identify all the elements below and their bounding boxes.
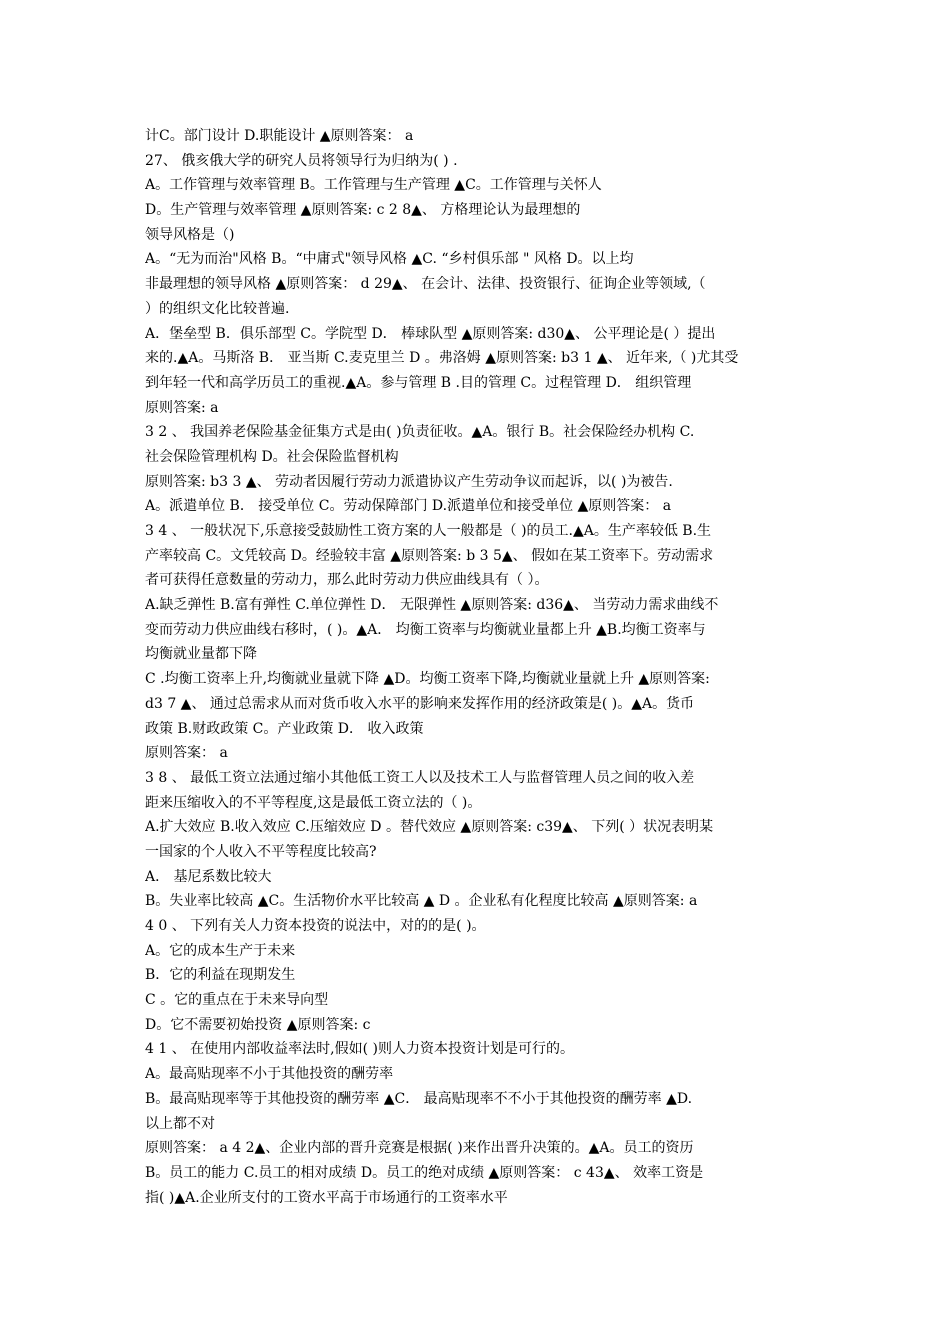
- text-line: 一国家的个人收入不平等程度比较高?: [145, 843, 377, 860]
- text-line: C 。它的重点在于未来导向型: [145, 992, 329, 1009]
- text-line: 原则答案： a 4 2▲、企业内部的晋升竞赛是根据( )来作出晋升决策的。▲A。员工的资历: [145, 1140, 694, 1157]
- text-line: D。它不需要初始投资 ▲原则答案: c: [145, 1016, 371, 1033]
- text-line: 社会保险管理机构 D。社会保险监督机构: [145, 448, 399, 465]
- text-line: 产率较高 C。文凭较高 D。经验较丰富 ▲原则答案: b 3 5▲、 假如在某工资率下。劳动需求: [145, 547, 714, 564]
- text-line: 领导风格是（): [145, 226, 235, 243]
- text-line: 3 2 、 我国养老保险基金征集方式是由( )负责征收。▲A。银行 B。社会保险经办机构 C.: [145, 424, 695, 441]
- text-line: 到年轻一代和高学历员工的重视.▲A。参与管理 B .目的管理 C。过程管理 D． 组织管理: [145, 374, 692, 391]
- text-line: 来的.▲A。马斯洛 B． 亚当斯 C.麦克里兰 D 。弗洛姆 ▲原则答案: b3 1 ▲、 近年来,（ )尤其受: [145, 350, 739, 367]
- text-line: 均衡就业量都下降: [145, 646, 257, 663]
- text-line: 原则答案: a: [145, 399, 219, 416]
- text-line: 指( )▲A.企业所支付的工资水平高于市场通行的工资率水平: [145, 1189, 508, 1206]
- text-line: 4 0 、 下列有关人力资本投资的说法中，对的的是( )。: [145, 918, 486, 934]
- text-line: A。它的成本生产于未来: [145, 942, 296, 959]
- text-line: A.缺乏弹性 B.富有弹性 C.单位弹性 D． 无限弹性 ▲原则答案: d36▲、 当劳动力需求曲线不: [145, 597, 719, 614]
- text-line: B。员工的能力 C.员工的相对成绩 D。员工的绝对成绩 ▲原则答案： c 43▲、 效率工资是: [145, 1164, 704, 1181]
- text-line: 27、 俄亥俄大学的研究人员将领导行为归纳为( ) .: [145, 152, 458, 169]
- text-line: 政策 B.财政政策 C。产业政策 D． 收入政策: [145, 720, 424, 737]
- text-line: D。生产管理与效率管理 ▲原则答案: c 2 8▲、 方格理论认为最理想的: [145, 202, 581, 219]
- text-line: 3 4 、 一般状况下,乐意接受鼓励性工资方案的人一般都是（ )的员工.▲A。生产率较低 B.生: [145, 523, 712, 539]
- text-line: A． 基尼系数比较大: [145, 868, 272, 885]
- text-line: 距来压缩收入的不平等程度,这是最低工资立法的（ )。: [145, 794, 482, 811]
- text-line: A。最高贴现率不小于其他投资的酬劳率: [145, 1066, 394, 1083]
- text-line: C .均衡工资率上升,均衡就业量就下降 ▲D。均衡工资率下降,均衡就业量就上升 ▲原则答案:: [145, 671, 710, 688]
- text-line: ）的组织文化比较普遍.: [145, 300, 290, 317]
- text-line: B。最高贴现率等于其他投资的酬劳率 ▲C． 最高贴现率不不小于其他投资的酬劳率 ▲D.: [145, 1090, 693, 1107]
- text-line: 原则答案： a: [145, 745, 228, 762]
- text-line: A．堡垒型 B．俱乐部型 C。学院型 D． 棒球队型 ▲原则答案: d30▲、 公平理论是( ）提出: [145, 325, 716, 342]
- text-line: A。工作管理与效率管理 B。工作管理与生产管理 ▲C。工作管理与关怀人: [145, 177, 602, 194]
- text-line: 变而劳动力供应曲线右移时，( )。▲A． 均衡工资率与均衡就业量都上升 ▲B.均衡工资率与: [145, 621, 706, 638]
- text-line: B．它的利益在现期发生: [145, 967, 296, 984]
- text-line: 者可获得任意数量的劳动力，那么此时劳动力供应曲线具有（ ）。: [145, 572, 549, 589]
- text-line: A。“无为而治"风格 B。“中庸式"领导风格 ▲C. “乡村俱乐部 " 风格 D。以上均: [145, 251, 634, 268]
- document-body: [145, 124, 813, 1210]
- text-line: A。派遣单位 B． 接受单位 C。劳动保障部门 D.派遣单位和接受单位 ▲原则答案： a: [145, 498, 672, 515]
- text-line: 非最理想的领导风格 ▲原则答案： d 29▲、 在会计、法律、投资银行、征询企业等领域,（: [145, 276, 706, 293]
- text-line: d3 7 ▲、 通过总需求从而对货币收入水平的影响来发挥作用的经济政策是( )。▲A。货币: [145, 695, 695, 712]
- text-line: 以上都不对: [145, 1115, 215, 1132]
- text-line: B。失业率比较高 ▲C。生活物价水平比较高 ▲ D 。企业私有化程度比较高 ▲原则答案: a: [145, 893, 698, 910]
- text-line: 计C。部门设计 D.职能设计 ▲原则答案： a: [145, 128, 414, 144]
- text-line: 4 1 、 在使用内部收益率法时,假如( )则人力资本投资计划是可行的。: [145, 1041, 574, 1058]
- text-line: A.扩大效应 B.收入效应 C.压缩效应 D 。替代效应 ▲原则答案: c39▲、 下列( ）状况表明某: [145, 819, 714, 836]
- text-line: 3 8 、 最低工资立法通过缩小其他低工资工人以及技术工人与监督管理人员之间的收入差: [145, 769, 695, 786]
- text-line: 原则答案: b3 3 ▲、 劳动者因履行劳动力派遣协议产生劳动争议而起诉，以( )为被告.: [145, 473, 673, 490]
